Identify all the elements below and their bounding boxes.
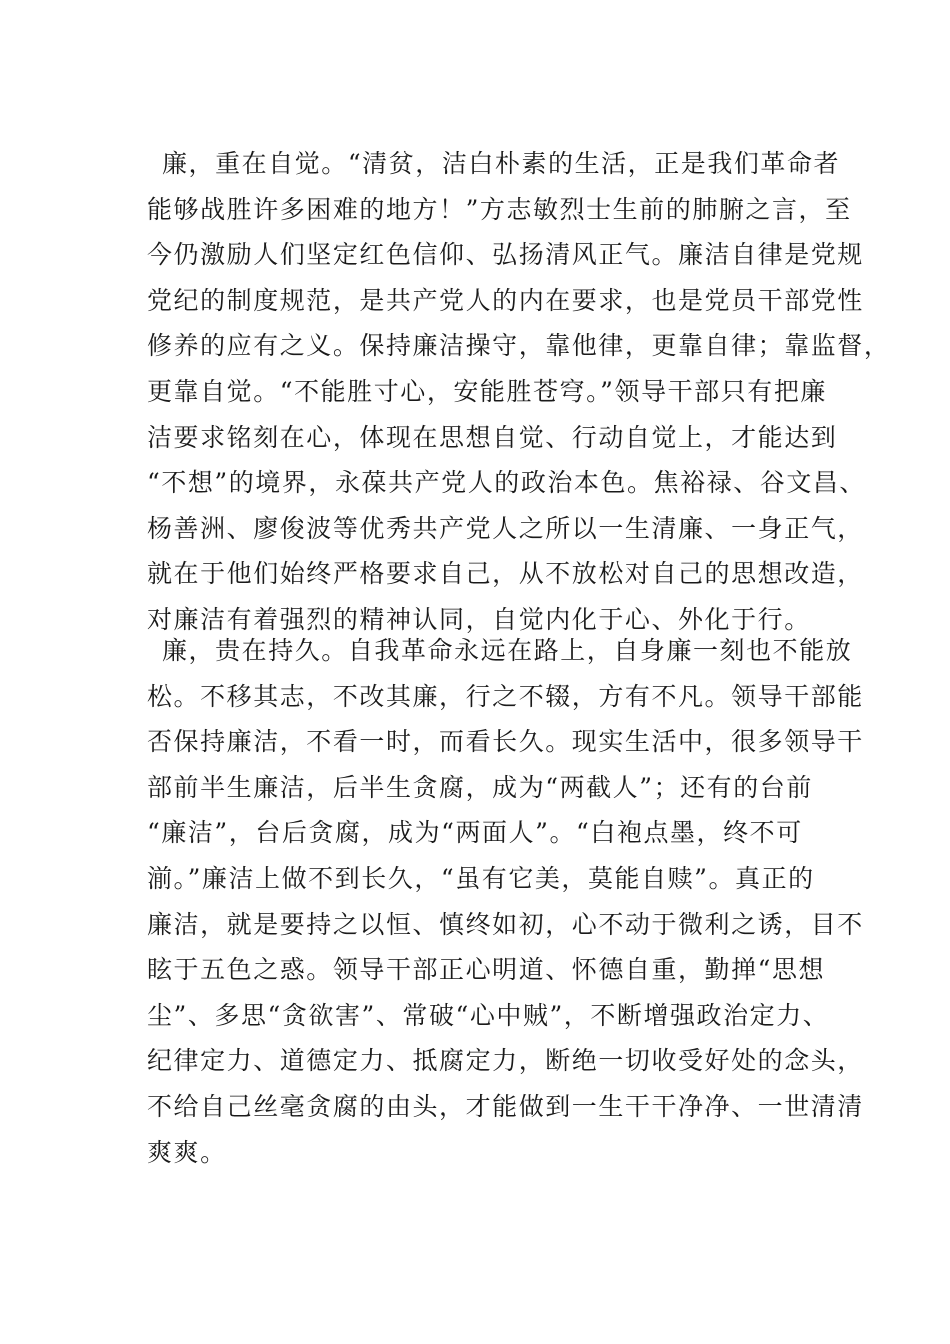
text-line: 廉，贵在持久。自我革命永远在路上，自身廉一刻也不能放 [162, 636, 853, 665]
text-line: 修养的应有之义。保持廉洁操守，靠他律，更靠自律；靠监督， [147, 331, 891, 361]
text-line: 就在于他们始终严格要求自己，从不放松对自己的思想改造， [147, 559, 864, 589]
text-line: 不给自己丝毫贪腐的由头，才能做到一生干干净净、一世清清 [147, 1091, 864, 1121]
text-line: 松。不移其志，不改其廉，行之不辍，方有不凡。领导干部能 [147, 681, 864, 711]
text-line: 否保持廉洁，不看一时，而看长久。现实生活中，很多领导干 [147, 727, 864, 757]
text-line: “廉洁”，台后贪腐，成为“两面人”。“白袍点墨，终不可 [147, 818, 803, 848]
text-line: 洁要求铭刻在心，体现在思想自觉、行动自觉上，才能达到 [147, 422, 838, 452]
text-line: 尘”、多思“贪欲害”、常破“心中贼”，不断增强政治定力、 [147, 1000, 830, 1030]
paragraph-integrity-self-discipline [147, 141, 891, 643]
text-line: 眩于五色之惑。领导干部正心明道、怀德自重，勤掸“思想 [147, 955, 826, 985]
text-line: “不想”的境界，永葆共产党人的政治本色。焦裕禄、谷文昌、 [147, 468, 866, 498]
text-line: 今仍激励人们坚定红色信仰、弘扬清风正气。廉洁自律是党规 [147, 240, 864, 270]
text-line: 杨善洲、廖俊波等优秀共产党人之所以一生清廉、一身正气， [147, 513, 864, 543]
text-line: 更靠自觉。“不能胜寸心，安能胜苍穹。”领导干部只有把廉 [147, 376, 827, 406]
text-line: 湔。”廉洁上做不到长久，“虽有它美，莫能自赎”。真正的 [147, 863, 815, 893]
text-line: 对廉洁有着强烈的精神认同，自觉内化于心、外化于行。 [147, 604, 811, 634]
text-line: 廉洁，就是要持之以恒、慎终如初，心不动于微利之诱，目不 [147, 909, 864, 939]
text-line: 纪律定力、道德定力、抵腐定力，断绝一切收受好处的念头， [147, 1046, 864, 1076]
text-line: 党纪的制度规范，是共产党人的内在要求，也是党员干部党性 [147, 285, 864, 315]
text-line: 爽爽。 [147, 1137, 227, 1167]
text-line: 部前半生廉洁，后半生贪腐，成为“两截人”；还有的台前 [147, 772, 813, 802]
paragraph-integrity-persistence [147, 628, 864, 1175]
text-line: 能够战胜许多困难的地方！”方志敏烈士生前的肺腑之言，至 [147, 194, 852, 224]
text-line: 廉，重在自觉。“清贫，洁白朴素的生活，正是我们革命者 [162, 149, 841, 178]
